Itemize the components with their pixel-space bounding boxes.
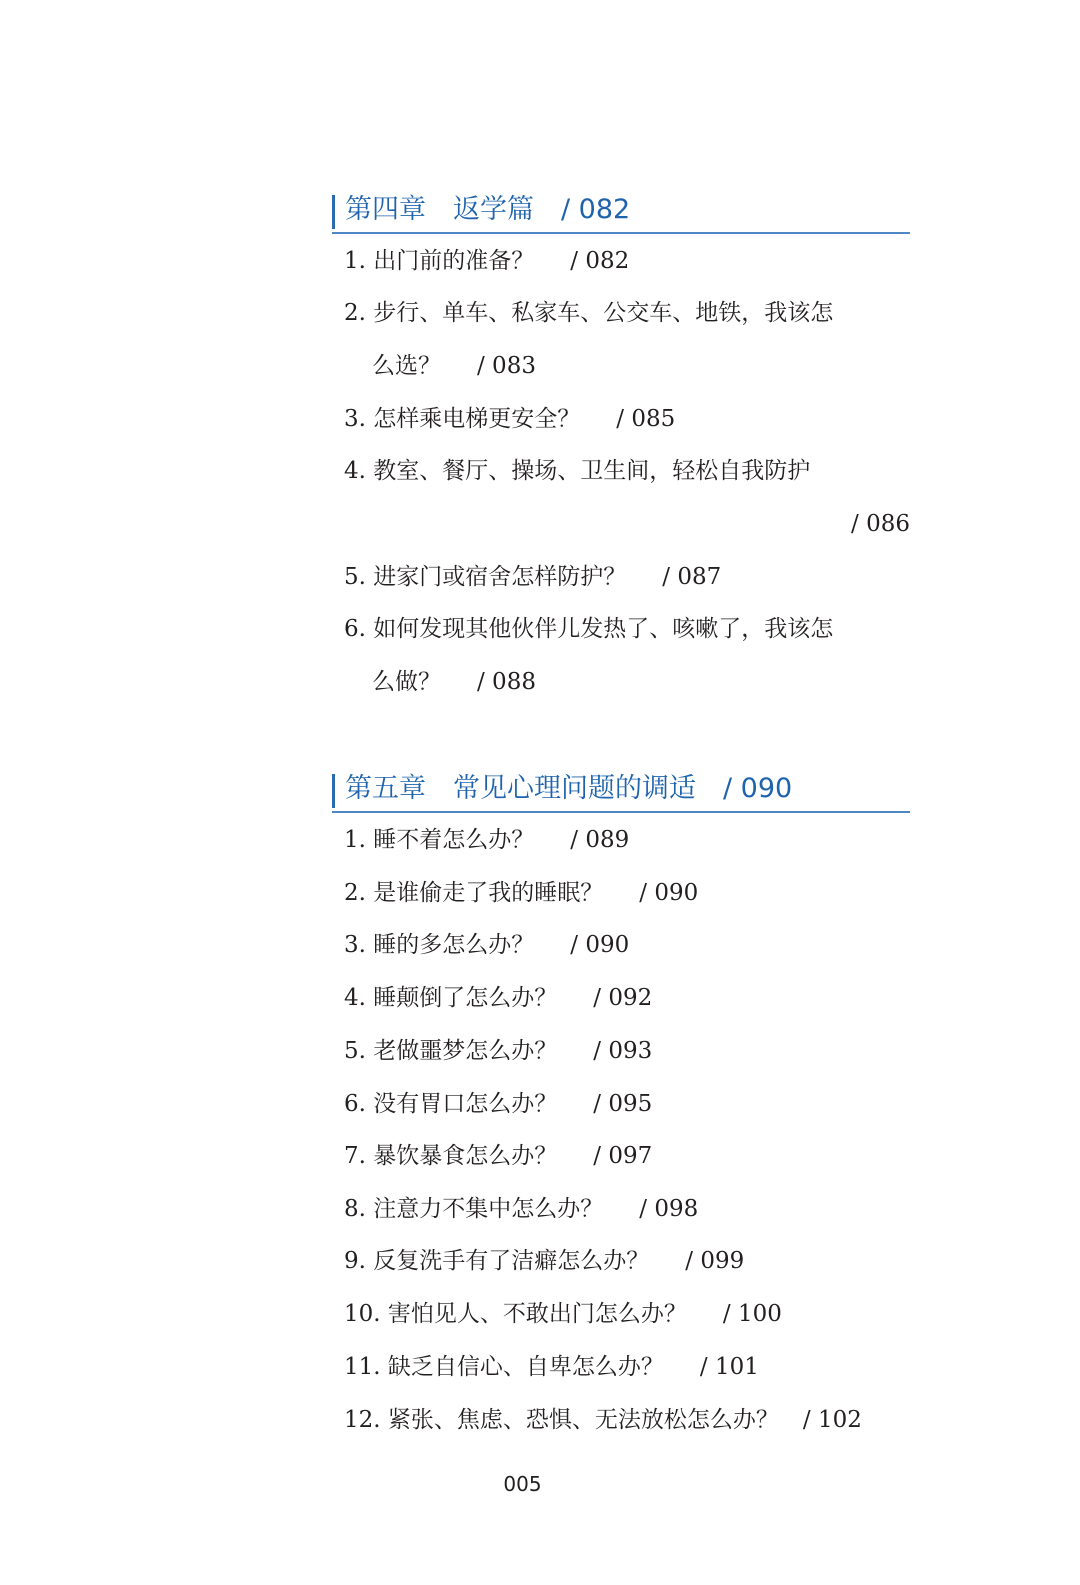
entry-page: / 088 xyxy=(477,669,536,695)
toc-entry[interactable] xyxy=(344,1246,912,1276)
toc-entry[interactable] xyxy=(344,1141,912,1171)
entry-title: 11. 缺乏自信心、自卑怎么办？ xyxy=(344,1354,664,1380)
entry-page: / 098 xyxy=(639,1196,699,1222)
entry-page: / 092 xyxy=(593,985,653,1011)
entry-title: 3. 睡的多怎么办？ xyxy=(344,932,535,958)
entry-title: 么做？ xyxy=(372,669,441,695)
entry-page: / 102 xyxy=(802,1407,862,1433)
entry-title: 1. 出门前的准备？ xyxy=(344,248,535,274)
toc-entry-continuation[interactable] xyxy=(344,667,912,697)
toc-entry[interactable] xyxy=(344,1089,912,1119)
entry-page: / 085 xyxy=(616,406,676,432)
entry-page: / 082 xyxy=(570,248,630,274)
entry-title: 5. 进家门或宿舍怎样防护？ xyxy=(344,564,627,590)
toc-entry[interactable] xyxy=(344,930,912,960)
entry-title: 12. 紧张、焦虑、恐惧、无法放松怎么办？ xyxy=(344,1407,779,1433)
entry-page: / 090 xyxy=(639,880,699,906)
entry-page: / 099 xyxy=(685,1248,745,1274)
entry-title: 6. 没有胃口怎么办？ xyxy=(344,1091,558,1117)
entry-page: / 100 xyxy=(722,1301,782,1327)
toc-entry[interactable] xyxy=(344,456,912,486)
entry-title: 4. 教室、餐厅、操场、卫生间，轻松自我防护 xyxy=(344,458,811,484)
toc-entry[interactable] xyxy=(344,1352,912,1382)
entry-page: / 101 xyxy=(699,1354,759,1380)
toc-entry[interactable] xyxy=(344,878,912,908)
chapter-4-title: 第四章 返学篇 / 082 xyxy=(345,194,631,225)
entry-title: 2. 步行、单车、私家车、公交车、地铁，我该怎 xyxy=(344,300,834,326)
entry-page: / 089 xyxy=(570,827,630,853)
heading-accent-bar xyxy=(332,195,335,229)
entry-title: 5. 老做噩梦怎么办？ xyxy=(344,1038,558,1064)
toc-entry[interactable] xyxy=(344,1405,912,1435)
toc-entry[interactable] xyxy=(344,298,912,328)
entry-title: 8. 注意力不集中怎么办？ xyxy=(344,1196,604,1222)
chapter-4-heading xyxy=(332,192,910,234)
toc-entry[interactable] xyxy=(344,825,912,855)
entry-page: / 086 xyxy=(851,511,910,537)
entry-title: 10. 害怕见人、不敢出门怎么办？ xyxy=(344,1301,687,1327)
toc-entry[interactable] xyxy=(344,983,912,1013)
entry-page: / 095 xyxy=(593,1091,653,1117)
toc-entry[interactable] xyxy=(344,562,912,592)
heading-accent-bar xyxy=(332,774,335,808)
entry-title: 3. 怎样乘电梯更安全？ xyxy=(344,406,581,432)
entry-page: / 083 xyxy=(477,353,536,379)
chapter-5-heading xyxy=(332,771,910,813)
entry-title: 6. 如何发现其他伙伴儿发热了、咳嗽了，我该怎 xyxy=(344,616,834,642)
toc-entry-continuation[interactable] xyxy=(344,351,912,381)
toc-entry[interactable] xyxy=(344,614,912,644)
toc-entry[interactable] xyxy=(344,1299,912,1329)
entry-title: 9. 反复洗手有了洁癖怎么办？ xyxy=(344,1248,650,1274)
page-number: 005 xyxy=(503,1472,542,1496)
entry-title: 4. 睡颠倒了怎么办？ xyxy=(344,985,558,1011)
toc-entry[interactable] xyxy=(344,246,912,276)
toc-entry-continuation[interactable] xyxy=(344,509,910,539)
entry-title: 7. 暴饮暴食怎么办？ xyxy=(344,1143,558,1169)
entry-page: / 087 xyxy=(662,564,722,590)
toc-entry[interactable] xyxy=(344,1036,912,1066)
entry-title: 2. 是谁偷走了我的睡眠？ xyxy=(344,880,604,906)
entry-page: / 090 xyxy=(570,932,630,958)
entry-page: / 093 xyxy=(593,1038,653,1064)
entry-title: 1. 睡不着怎么办？ xyxy=(344,827,535,853)
entry-page: / 097 xyxy=(593,1143,653,1169)
toc-entry[interactable] xyxy=(344,404,912,434)
toc-entry[interactable] xyxy=(344,1194,912,1224)
chapter-5-title: 第五章 常见心理问题的调适 / 090 xyxy=(345,773,793,804)
entry-title: 么选？ xyxy=(372,353,441,379)
